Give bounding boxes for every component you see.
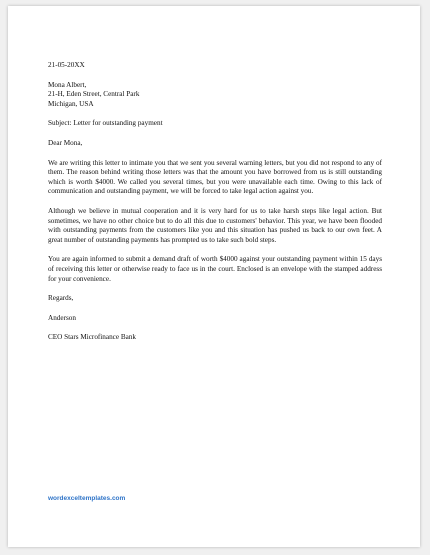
letter-paragraph-2: Although we believe in mutual cooperation and it is very hard for us to take harsh steps like legal action. But sometimes, we have no other choice but to do all this due to customers' behavior. This year, we have been flooded with outstanding payments from the customers like you and this situation has pushed us back to our own feet. A great number of outstanding payments has prompted us to take such bold steps. [48,206,382,244]
letter-closing: Regards, [48,294,74,303]
signer-title: CEO Stars Microfinance Bank [48,333,137,342]
signer-name: Anderson [48,313,76,322]
recipient-name: Mona Albert, [48,80,87,89]
letter-subject: Subject: Letter for outstanding payment [48,119,163,128]
recipient-address-line1: 21-H, Eden Street, Central Park [48,90,140,99]
letter-paragraph-1: We are writing this letter to intimate you that we sent you several warning letters, but you did not respond to any of them. The reason behind writing those letters was that the amount you have borrowed from us is still outstanding which is worth $4000. We called you several times, but you were unavailable each time. Owing to this lack of communication and outstanding payment, we will be forced to take legal action against you. [48,158,382,196]
letter-date: 21-05-20XX [48,61,85,69]
document-page [8,6,420,547]
recipient-address [48,81,382,110]
letter-paragraph-3: You are again informed to submit a demand draft of worth $4000 against your outstanding payment within 15 days of receiving this letter or otherwise ready to face us in the court. Enclosed is an envelope with the stamped address for your convenience. [48,255,382,283]
letter-salutation: Dear Mona, [48,138,83,147]
footer-website-link[interactable]: wordexceltemplates.com [48,495,126,502]
recipient-address-line2: Michigan, USA [48,99,94,108]
letter-body [48,61,382,353]
